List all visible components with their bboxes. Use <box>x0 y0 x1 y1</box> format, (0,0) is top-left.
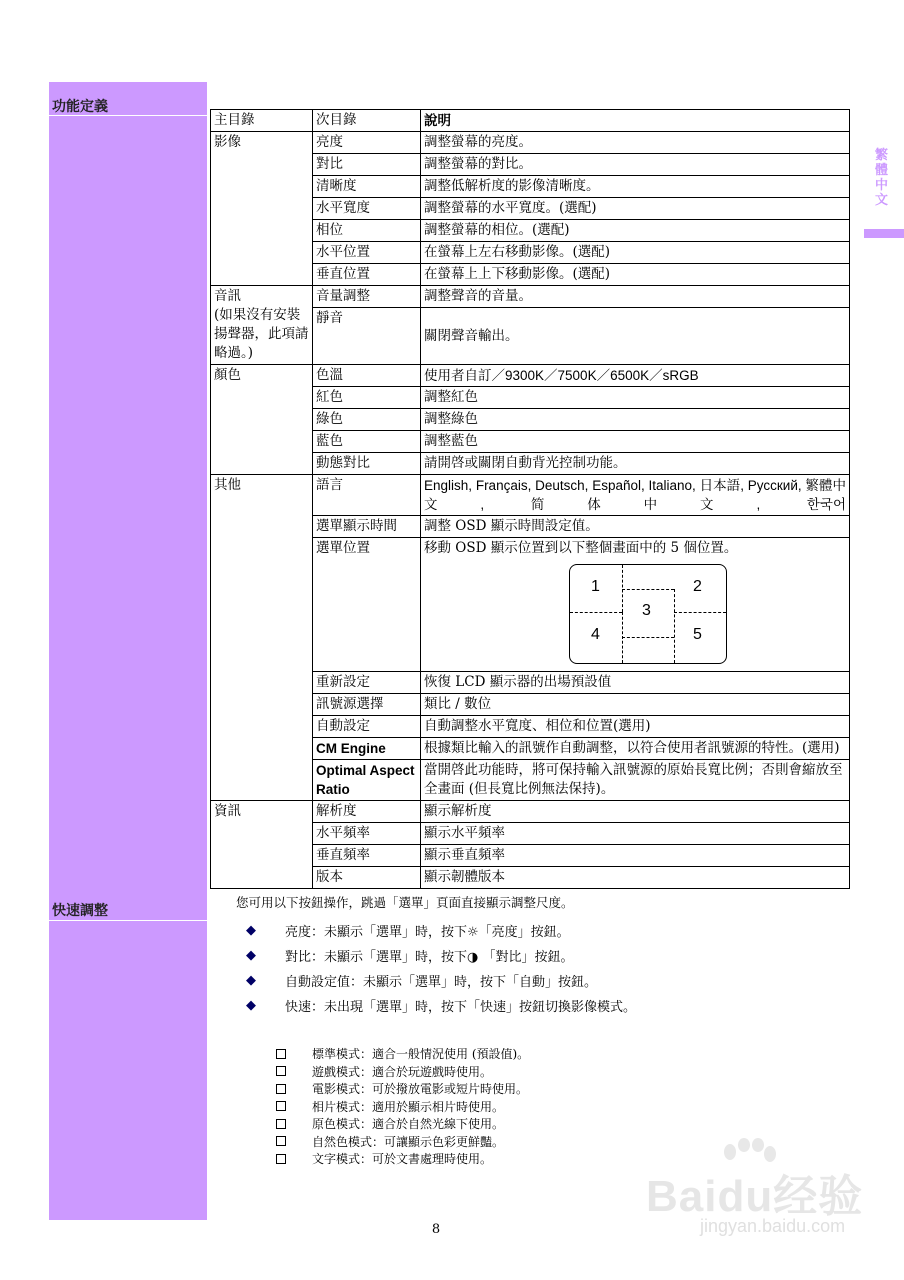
sub-item: 靜音 <box>313 308 421 365</box>
sub-item: 色溫 <box>313 365 421 387</box>
list-item <box>276 1133 529 1151</box>
sub-item: 亮度 <box>313 132 421 154</box>
language-tab-label: 繁體中文 <box>875 148 889 208</box>
checkbox-bullet-icon <box>276 1084 286 1094</box>
sub-item: CM Engine <box>313 738 421 760</box>
item-description: 調整螢幕的對比。 <box>421 154 850 176</box>
diamond-bullet-icon: ◆ <box>246 998 256 1013</box>
sub-item: 音量調整 <box>313 286 421 308</box>
sub-item: 動態對比 <box>313 453 421 475</box>
group-audio <box>211 286 313 365</box>
diamond-bullet-icon: ◆ <box>246 948 256 963</box>
sub-item: 版本 <box>313 867 421 889</box>
checkbox-bullet-icon <box>276 1119 286 1129</box>
sub-item: 語言 <box>313 475 421 516</box>
list-item-text: 亮度：未顯示「選單」時，按下☼「亮度」按鈕。 <box>285 925 570 940</box>
watermark-url: jingyan.baidu.com <box>700 1216 846 1236</box>
section-label-functions: 功能定義 <box>52 99 108 115</box>
sub-item: 垂直頻率 <box>313 845 421 867</box>
group-image: 影像 <box>211 132 313 286</box>
sub-item: 綠色 <box>313 409 421 431</box>
quick-adjust-intro: 您可用以下按鈕操作，跳過「選單」頁面直接顯示調整尺度。 <box>236 895 574 910</box>
group-info: 資訊 <box>211 801 313 889</box>
item-description: 當開啓此功能時，將可保持輸入訊號源的原始長寬比例；否則會縮放至全畫面 (但長寬比例無法保持)。 <box>421 760 850 801</box>
item-description: 恢復 LCD 顯示器的出場預設值 <box>421 672 850 694</box>
table-row <box>211 286 850 308</box>
checkbox-bullet-icon <box>276 1049 286 1059</box>
sub-item: 選單位置 <box>313 538 421 672</box>
list-item <box>276 1150 529 1168</box>
checkbox-bullet-icon <box>276 1101 286 1111</box>
sub-item: 藍色 <box>313 431 421 453</box>
item-description: 自動調整水平寬度、相位和位置(選用) <box>421 716 850 738</box>
item-description: 顯示垂直頻率 <box>421 845 850 867</box>
diamond-bullet-icon: ◆ <box>246 973 256 988</box>
list-item <box>246 993 636 1018</box>
list-item-text: 對比：未顯示「選單」時，按下◑ 「對比」按鈕。 <box>285 950 574 965</box>
item-description: 在螢幕上左右移動影像。(選配) <box>421 242 850 264</box>
list-item <box>246 968 636 993</box>
item-description: 調整紅色 <box>421 387 850 409</box>
checkbox-bullet-icon <box>276 1154 286 1164</box>
sub-item: 水平位置 <box>313 242 421 264</box>
list-item-text: 快速：未出現「選單」時，按下「快速」按鈕切換影像模式。 <box>285 1000 637 1015</box>
item-description: 根據類比輸入的訊號作自動調整，以符合使用者訊號源的特性。(選用) <box>421 738 850 760</box>
item-description: 使用者自訂／9300K／7500K／6500K／sRGB <box>421 365 850 387</box>
item-description: 顯示水平頻率 <box>421 823 850 845</box>
sub-item: 垂直位置 <box>313 264 421 286</box>
position-3: 3 <box>642 602 651 619</box>
page-number: 8 <box>431 1222 441 1237</box>
header-main-menu: 主目錄 <box>211 110 313 132</box>
sub-item: Optimal Aspect Ratio <box>313 760 421 801</box>
language-tab-bar <box>864 229 904 238</box>
sub-item: 紅色 <box>313 387 421 409</box>
table-header-row <box>211 110 850 132</box>
list-item-text: 標準模式：適合一般情況使用 (預設值)。 <box>312 1047 530 1062</box>
item-description: 類比 / 數位 <box>421 694 850 716</box>
sub-item: 訊號源選擇 <box>313 694 421 716</box>
list-item <box>276 1063 529 1081</box>
sub-item: 選單顯示時間 <box>313 516 421 538</box>
header-sub-menu: 次目錄 <box>313 110 421 132</box>
table-row <box>211 365 850 387</box>
group-audio-note: (如果沒有安裝揚聲器，此項請略過。) <box>214 307 309 361</box>
divider-line <box>622 637 674 638</box>
checkbox-bullet-icon <box>276 1066 286 1076</box>
header-description: 說明 <box>421 110 850 132</box>
list-item-text: 文字模式：可於文書處理時使用。 <box>312 1152 493 1167</box>
item-description: English, Français, Deutsch, Español, Italiano, 日本語, Русский, 繁體中文, 简体中文, 한국어 <box>421 475 850 516</box>
sub-item: 自動設定 <box>313 716 421 738</box>
section-divider <box>49 115 207 116</box>
list-item <box>246 918 636 943</box>
diamond-bullet-icon: ◆ <box>246 923 256 938</box>
section-label-quick-adjust: 快速調整 <box>52 903 108 919</box>
list-item <box>276 1080 529 1098</box>
sub-item: 清晰度 <box>313 176 421 198</box>
list-item <box>276 1115 529 1133</box>
item-description: 調整低解析度的影像清晰度。 <box>421 176 850 198</box>
divider-line <box>674 589 675 663</box>
position-4: 4 <box>591 626 600 643</box>
sub-item: 水平寬度 <box>313 198 421 220</box>
item-description: 顯示解析度 <box>421 801 850 823</box>
position-1: 1 <box>591 578 600 595</box>
divider-line <box>570 612 622 613</box>
list-item-text: 自動設定值：未顯示「選單」時，按下「自動」按鈕。 <box>285 975 598 990</box>
item-description: 在螢幕上上下移動影像。(選配) <box>421 264 850 286</box>
item-description: 請開啓或關閉自動背光控制功能。 <box>421 453 850 475</box>
list-item <box>246 943 636 968</box>
item-description: 調整 OSD 顯示時間設定值。 <box>421 516 850 538</box>
osd-menu-table <box>210 109 850 889</box>
divider-line <box>674 612 726 613</box>
position-5: 5 <box>693 626 702 643</box>
position-2: 2 <box>693 578 702 595</box>
table-row <box>211 132 850 154</box>
sub-item: 水平頻率 <box>313 823 421 845</box>
group-other: 其他 <box>211 475 313 801</box>
quick-adjust-list <box>246 918 636 1018</box>
screen-outline <box>569 564 727 664</box>
sidebar-band <box>49 82 207 1220</box>
item-description: 調整聲音的音量。 <box>421 286 850 308</box>
list-item <box>276 1098 529 1116</box>
item-description: 調整螢幕的亮度。 <box>421 132 850 154</box>
item-description: 關閉聲音輸出。 <box>421 308 850 365</box>
item-description <box>421 538 850 672</box>
sub-item: 解析度 <box>313 801 421 823</box>
watermark-brand: Baidu经验 <box>646 1172 864 1221</box>
list-item-text: 相片模式：適用於顯示相片時使用。 <box>312 1099 505 1114</box>
item-description: 調整藍色 <box>421 431 850 453</box>
checkbox-bullet-icon <box>276 1136 286 1146</box>
sub-item: 對比 <box>313 154 421 176</box>
item-description: 調整綠色 <box>421 409 850 431</box>
sub-item: 重新設定 <box>313 672 421 694</box>
group-color: 顏色 <box>211 365 313 475</box>
section-divider <box>49 920 207 921</box>
picture-mode-list <box>276 1045 529 1168</box>
table-row <box>211 475 850 516</box>
item-description: 調整螢幕的相位。(選配) <box>421 220 850 242</box>
list-item-text: 原色模式：適合於自然光線下使用。 <box>312 1117 505 1132</box>
list-item-text: 電影模式：可於撥放電影或短片時使用。 <box>312 1082 529 1097</box>
item-description: 顯示韌體版本 <box>421 867 850 889</box>
table-row <box>211 801 850 823</box>
osd-position-diagram <box>424 558 846 670</box>
list-item <box>276 1045 529 1063</box>
group-audio-name: 音訊 <box>214 288 241 304</box>
sub-item: 相位 <box>313 220 421 242</box>
divider-line <box>622 589 674 590</box>
list-item-text: 遊戲模式：適合於玩遊戲時使用。 <box>312 1064 493 1079</box>
item-description: 調整螢幕的水平寬度。(選配) <box>421 198 850 220</box>
list-item-text: 自然色模式：可讓顯示色彩更鮮豔。 <box>312 1134 505 1149</box>
osd-position-text: 移動 OSD 顯示位置到以下整個畫面中的 5 個位置。 <box>424 540 738 556</box>
